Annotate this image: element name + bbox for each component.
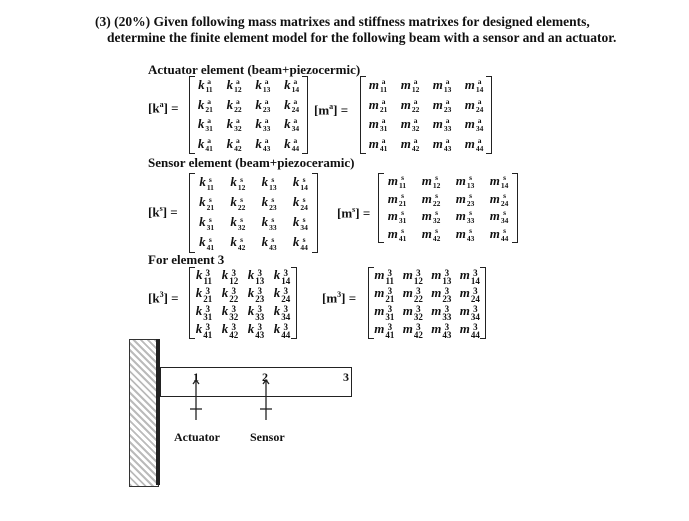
actuator_element-m-entry: m a 12 (400, 77, 420, 95)
element3-m-entry: m 3 33 (431, 303, 452, 322)
element3-m-entry: m 3 42 (402, 321, 423, 340)
actuator-heading: Actuator element (beam+piezocermic) (148, 62, 361, 77)
element3-m-entry: m 3 23 (431, 285, 452, 304)
element3-k-entry: k 3 14 (273, 267, 291, 286)
actuator_element-k-entry: k a 32 (226, 116, 242, 134)
actuator_element-k-entry: k a 12 (226, 77, 242, 95)
sensor_element-k-entry: k s 11 (199, 174, 214, 192)
actuator_element-m-entry: m a 42 (400, 135, 420, 153)
sensor-k-label: $[k^s]$ = (148, 204, 178, 220)
sensor-marker (260, 380, 272, 420)
sensor_element-k-entry: k s 43 (261, 234, 277, 252)
sensor_element-k-entry: k s 31 (199, 214, 215, 232)
actuator_element-k-entry: k a 41 (197, 135, 213, 153)
element3-k-entry: k 3 11 (195, 267, 212, 286)
sensor-heading: Sensor element (beam+piezoceramic) (148, 155, 355, 170)
element3-m-entry: m 3 14 (459, 267, 480, 286)
actuator_element-m-entry: m a 31 (368, 116, 388, 134)
actuator_element-m-entry: m a 11 (368, 77, 388, 95)
sensor_element-m-entry: m s 22 (421, 190, 441, 208)
actuator_element-k-entry: k a 44 (284, 135, 300, 153)
element3-k-entry: k 3 42 (221, 321, 239, 340)
element3-k-entry: k 3 41 (195, 321, 213, 340)
actuator_element-m-entry: m a 22 (400, 96, 420, 114)
question-line-1: (3) (20%) Given following mass matrixes and stiffness matrixes for designed elements, (95, 14, 590, 29)
actuator_element-m-entry: m a 41 (368, 135, 388, 153)
sensor_element-k-entry: k s 42 (230, 234, 246, 252)
element3-k-entry: k 3 23 (247, 285, 265, 304)
sensor_element-m-entry: m s 41 (387, 225, 407, 243)
element3-k-entry: k 3 32 (221, 303, 239, 322)
node-3-label: 3 (343, 370, 349, 384)
actuator_element-k-entry: k a 24 (284, 96, 300, 114)
actuator_element-m-entry: m a 33 (432, 116, 452, 134)
actuator_element-k-entry: k a 23 (255, 96, 271, 114)
actuator-k-label: $[k^a]$ = (148, 100, 179, 116)
element3-k-entry: k 3 34 (273, 303, 291, 322)
element3-k-entry: k 3 12 (221, 267, 239, 286)
actuator-label: Actuator (174, 430, 220, 444)
element3-m-label: $[m^3]$ = (322, 290, 357, 306)
element3-k-entry: k 3 43 (247, 321, 265, 340)
sensor_element-k-entry: k s 23 (261, 194, 277, 212)
sensor_element-m-entry: m s 34 (489, 208, 509, 226)
element3-m-entry: m 3 21 (374, 285, 395, 304)
element3-m-entry: m 3 24 (459, 285, 480, 304)
sensor_element-m-entry: m s 31 (387, 208, 407, 226)
element3-m-entry: m 3 12 (402, 267, 423, 286)
element3-m-entry: m 3 32 (402, 303, 423, 322)
sensor_element-m-entry: m s 42 (421, 225, 441, 243)
sensor_element-k-entry: k s 33 (261, 214, 277, 232)
actuator-marker (190, 380, 202, 420)
sensor_element-m-entry: m s 24 (489, 190, 509, 208)
actuator_element-m-entry: m a 23 (432, 96, 452, 114)
element3-m-entry: m 3 11 (374, 267, 395, 286)
sensor_element-k-entry: k s 14 (292, 174, 308, 192)
sensor_element-k-entry: k s 22 (230, 194, 246, 212)
element3-k-label: $[k^3]$ = (148, 290, 179, 306)
element3-m-entry: m 3 43 (431, 321, 452, 340)
sensor_element-k-entry: k s 32 (230, 214, 246, 232)
actuator_element-m-entry: m a 24 (464, 96, 484, 114)
actuator_element-k-entry: k a 42 (226, 135, 242, 153)
actuator_element-m-entry: m a 21 (368, 96, 388, 114)
element3-m-entry: m 3 44 (459, 321, 480, 340)
question-line-2: determine the finite element model for the following beam with a sensor and an actuator. (107, 30, 617, 45)
element3-k-entry: k 3 22 (221, 285, 239, 304)
node-2-label: 2 (262, 370, 268, 384)
actuator_element-k-entry: k a 14 (284, 77, 300, 95)
actuator_element-m-entry: m a 34 (464, 116, 484, 134)
actuator_element-k-entry: k a 13 (255, 77, 271, 95)
element3-m-entry: m 3 31 (374, 303, 395, 322)
actuator_element-k-entry: k a 43 (255, 135, 271, 153)
sensor_element-k-entry: k s 21 (199, 194, 215, 212)
sensor_element-k-entry: k s 41 (199, 234, 215, 252)
actuator_element-m-entry: m a 14 (464, 77, 484, 95)
sensor_element-k-entry: k s 34 (292, 214, 308, 232)
actuator_element-m-entry: m a 43 (432, 135, 452, 153)
node-1-label: 1 (193, 370, 199, 384)
element3-k-entry: k 3 31 (195, 303, 213, 322)
sensor_element-m-entry: m s 43 (455, 225, 475, 243)
element3-k-entry: k 3 33 (247, 303, 265, 322)
sensor_element-m-entry: m s 11 (387, 173, 407, 191)
sensor_element-m-entry: m s 33 (455, 208, 475, 226)
sensor_element-k-entry: k s 13 (261, 174, 277, 192)
sensor-m-label: $[m^s]$ = (337, 205, 371, 221)
sensor_element-m-entry: m s 32 (421, 208, 441, 226)
element3-k-entry: k 3 24 (273, 285, 291, 304)
sensor_element-m-entry: m s 44 (489, 225, 509, 243)
sensor_element-m-entry: m s 14 (489, 173, 509, 191)
actuator_element-k-entry: k a 34 (284, 116, 300, 134)
actuator_element-k-entry: k a 33 (255, 116, 271, 134)
element3-k-entry: k 3 44 (273, 321, 291, 340)
sensor_element-k-entry: k s 44 (292, 234, 308, 252)
actuator_element-m-entry: m a 13 (432, 77, 452, 95)
element3-heading: For element 3 (148, 252, 225, 267)
sensor_element-k-entry: k s 12 (230, 174, 246, 192)
actuator_element-m-entry: m a 32 (400, 116, 420, 134)
element3-k-entry: k 3 21 (195, 285, 213, 304)
sensor_element-m-entry: m s 23 (455, 190, 475, 208)
sensor_element-m-entry: m s 13 (455, 173, 475, 191)
actuator-m-label: $[m^a]$ = (314, 102, 349, 118)
actuator_element-k-entry: k a 31 (197, 116, 213, 134)
actuator_element-m-entry: m a 44 (464, 135, 484, 153)
sensor_element-k-entry: k s 24 (292, 194, 308, 212)
element3-m-entry: m 3 13 (431, 267, 452, 286)
element3-m-entry: m 3 41 (374, 321, 395, 340)
element3-m-entry: m 3 22 (402, 285, 423, 304)
sensor-label: Sensor (250, 430, 285, 444)
sensor_element-m-entry: m s 12 (421, 173, 441, 191)
actuator_element-k-entry: k a 21 (197, 96, 213, 114)
element3-m-entry: m 3 34 (459, 303, 480, 322)
sensor_element-m-entry: m s 21 (387, 190, 407, 208)
actuator_element-k-entry: k a 22 (226, 96, 242, 114)
actuator_element-k-entry: k a 11 (198, 77, 213, 95)
element3-k-entry: k 3 13 (247, 267, 265, 286)
